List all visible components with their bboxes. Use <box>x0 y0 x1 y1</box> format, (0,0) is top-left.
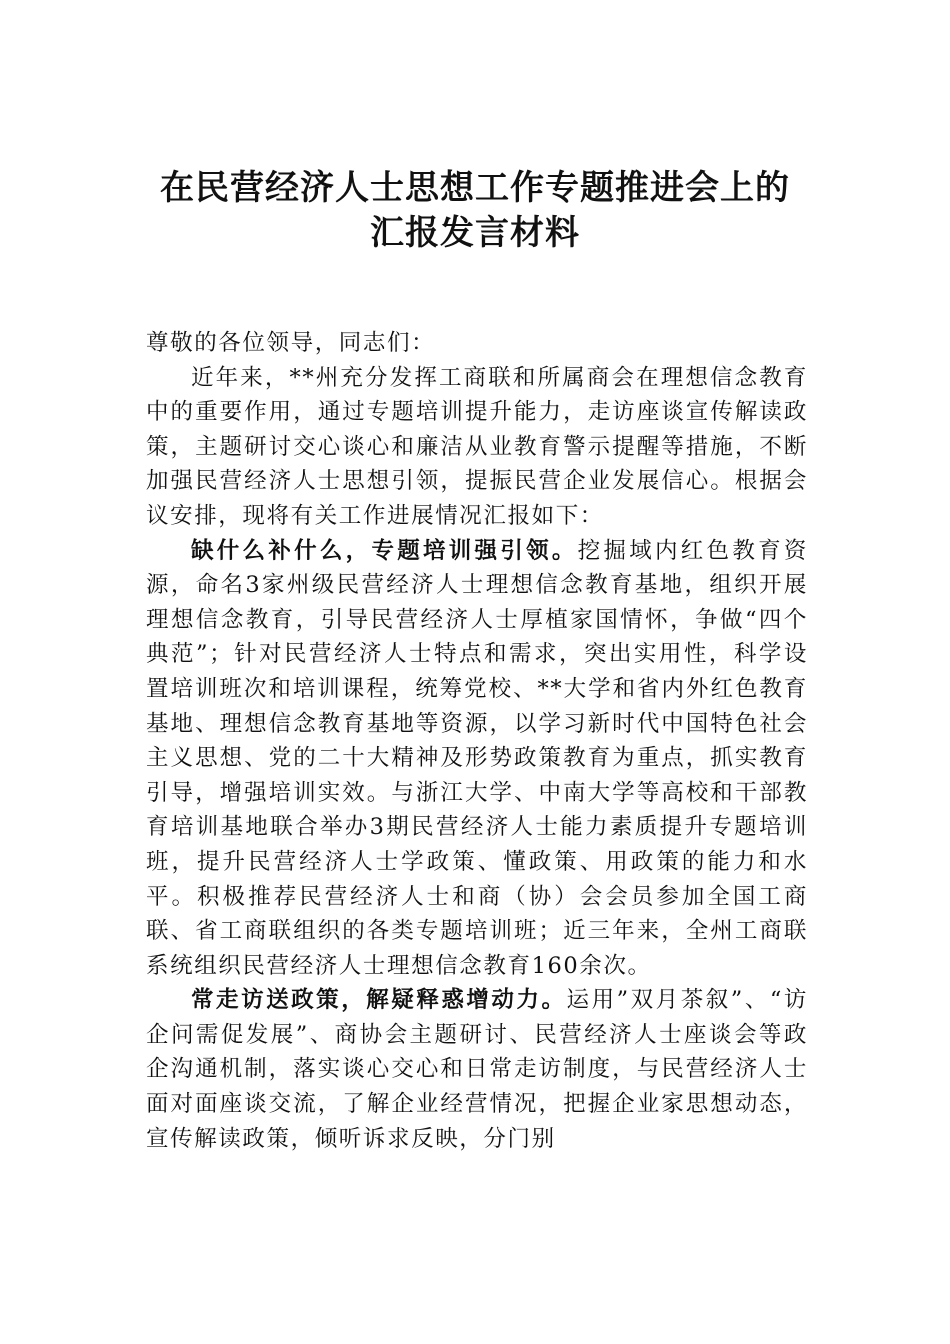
paragraph-text: 挖掘域内红色教育资源，命名3家州级民营经济人士理想信念教育基地，组织开展理想信念教育，引导民营经济人士厚植家国情怀，争做“四个典范”；针对民营经济人士特点和需求，突出实用性，科学设置培训班次和培训课程，统筹党校、**大学和省内外红色教育基地、理想信念教育基地等资源，以学习新时代中国特色社会主义思想、党的二十大精神及形势政策教育为重点，抓实教育引导，增强培训实效。与浙江大学、中南大学等高校和干部教育培训基地联合举办3期民营经济人士能力素质提升专题培训班，提升民营经济人士学政策、懂政策、用政策的能力和水平。积极推荐民营经济人士和商（协）会会员参加全国工商联、省工商联组织的各类专题培训班；近三年来，全州工商联系统组织民营经济人士理想信念教育160余次。 <box>146 537 808 979</box>
paragraph-heading: 常走访送政策，解疑释惑增动力。 <box>191 987 567 1014</box>
document-body <box>146 326 808 1156</box>
paragraph-text: 近年来，**州充分发挥工商联和所属商会在理想信念教育中的重要作用，通过专题培训提升能力，走访座谈宣传解读政策，主题研讨交心谈心和廉洁从业教育警示提醒等措施，不断加强民营经济人士思想引领，提振民营企业发展信心。根据会议安排，现将有关工作进展情况汇报如下： <box>146 364 808 529</box>
paragraph-training <box>146 534 808 984</box>
paragraph-intro <box>146 361 808 534</box>
document-title-line-2: 汇报发言材料 <box>370 213 580 253</box>
paragraph-visits <box>146 983 808 1156</box>
paragraph-text: 运用”双月茶叙”、“访企问需促发展”、商协会主题研讨、民营经济人士座谈会等政企沟通机制，落实谈心交心和日常走访制度，与民营经济人士面对面座谈交流，了解企业经营情况，把握企业家思想动态，宣传解读政策，倾听诉求反映，分门别 <box>146 987 808 1152</box>
document-title-line-1: 在民营经济人士思想工作专题推进会上的 <box>160 168 790 208</box>
salutation: 尊敬的各位领导，同志们： <box>146 330 436 356</box>
paragraph-heading: 缺什么补什么，专题培训强引领。 <box>191 537 578 564</box>
